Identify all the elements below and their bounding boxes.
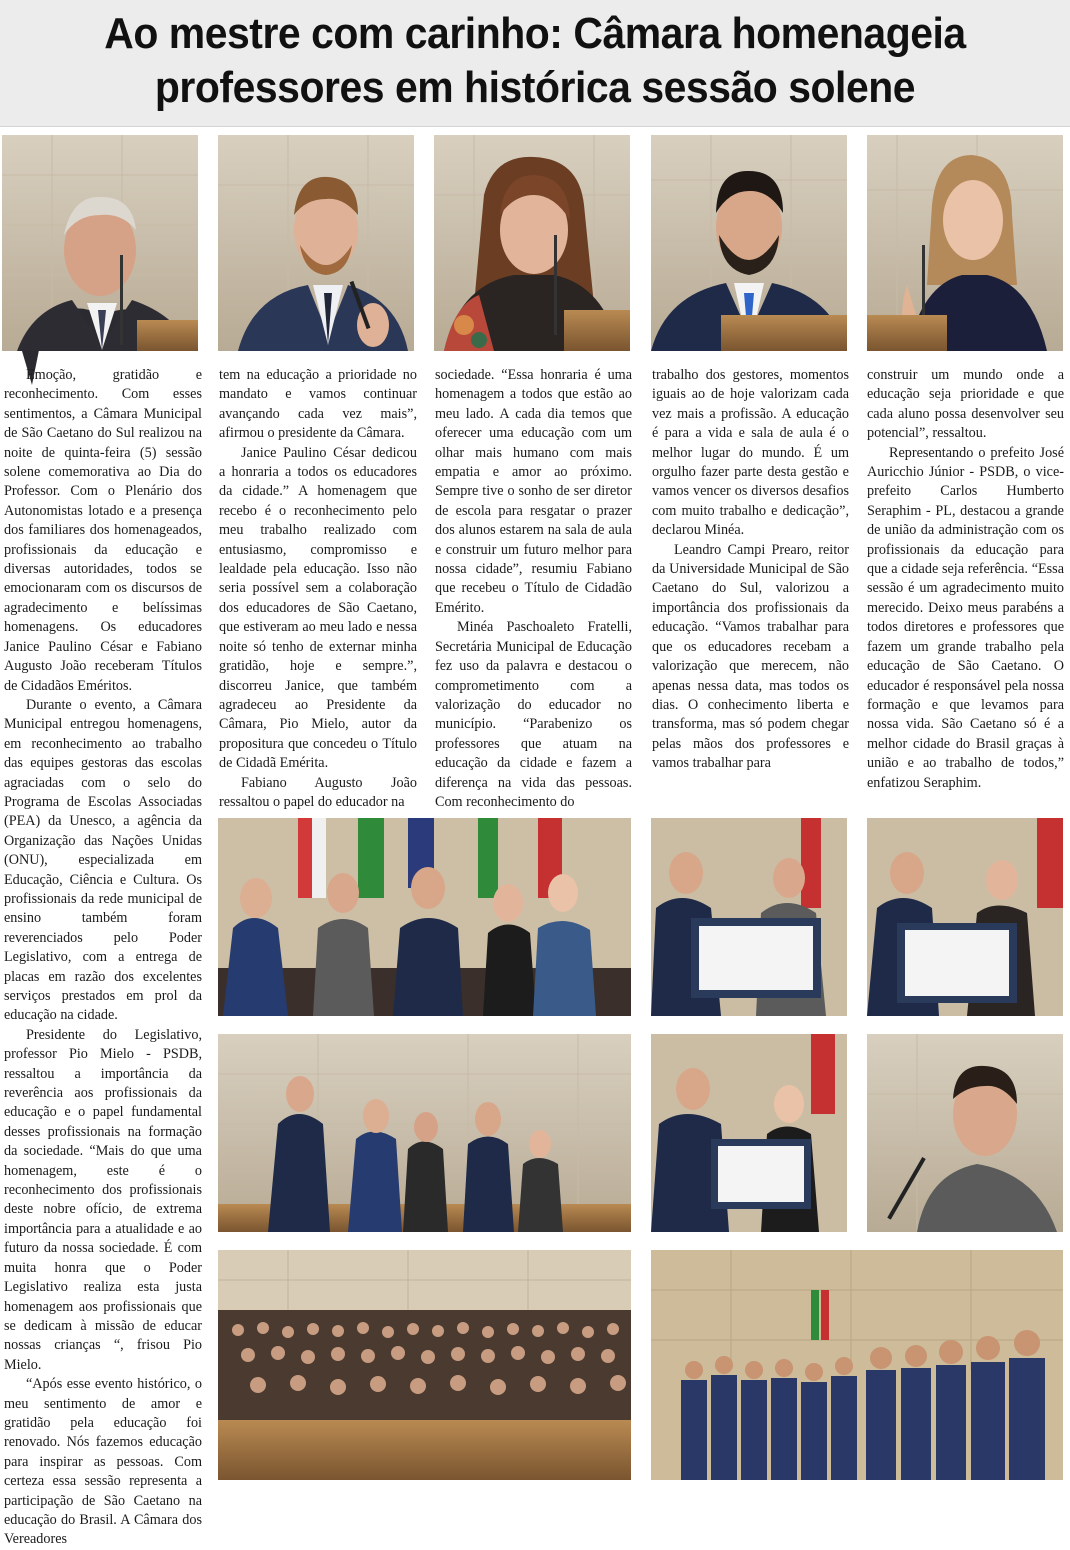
paragraph: Presidente do Legislativo, professor Pio Mielo - PSDB, ressaltou a importância da reverência aos profissionais da educação e o papel fundamental desses profissionais na formação da sociedade. “Mais do que uma homenagem, este é o reconhecimento dos profissionais deste nobre ofício, de extrema importância para a atualidade e ao futuro da nossa sociedade. É com muita honra que o Poder Legislativo realiza esta justa homenagem aos profissionais que se dedicam à missão de educar nossas crianças “, frisou Pio Mielo. <box>4 1026 202 1373</box>
photo-group-honorees <box>218 818 631 1016</box>
paragraph: Emoção, gratidão e reconhecimento. Com esses sentimentos, a Câmara Municipal de São Caetano do Sul realizou na noite de quinta-feira (5) sessão solene comemorativa ao Dia do Professor. Com o Plenário dos Autonomistas lotado e a presença dos familiares dos homenageados, profissionais da educação e diversas autoridades, todos se emocionaram com os discursos de agradecimento e belíssimas homenagens. Os educadores Janice Paulino César e Fabiano Augusto João receberam Títulos de Cidadãos Eméritos. <box>4 367 202 694</box>
headline-line-1: Ao mestre com carinho: Câmara homenageia <box>104 9 966 58</box>
paragraph: Durante o evento, a Câmara Municipal entregou homenagens, em reconhecimento ao trabalho das equipes gestoras das escolas agraciadas com o selo do Programa de Escolas Associadas (PEA) da Unesco, a agência da Organização das Nações Unidas (ONU), especializada em Educação, Ciência e Cultura. Os profissionais da rede municipal de ensino também foram reverenciados pelo Poder Legislativo, com a entrega de placas em razão dos excelentes serviços prestados em prol da educação na cidade. <box>4 696 202 1024</box>
headline <box>0 0 1070 127</box>
text-column-2 <box>219 366 417 810</box>
photo-students-band <box>651 1250 1063 1480</box>
paragraph: Leandro Campi Prearo, reitor da Universidade Municipal de São Caetano do Sul, valorizou a importância dos profissionais da educação. “Vamos trabalhar para que os educadores recebam a valorização que merecem, não apenas nessa data, mas todos os dias. O conhecimento liberta e transforma, mas só podem chegar pelas mãos dos professores e vamos trabalhar para <box>652 541 849 772</box>
text-column-3 <box>435 366 632 810</box>
paragraph: Minéa Paschoaleto Fratelli, Secretária Municipal de Educação fez uso da palavra e destacou o comprometimento com a valorização do educador no município. “Parabenizo os professores que atuam na educação da cidade e fazem a diferença na vida das pessoas. Com reconhecimento do <box>435 619 632 810</box>
text-column-4 <box>652 366 849 796</box>
paragraph: Janice Paulino César dedicou a honraria a todos os educadores da cidade.” A homenagem que recebo é o reconhecimento pelo meu trabalho realizado com entusiasmo, compromisso e lealdade pela educação. Isso não seria possível sem a colaboração dos educadores de São Caetano, que estiveram ao meu lado e nessa noite só tenho de externar minha gratidão, hoje e sempre.”, discorreu Janice, que também agradeceu ao Presidente da Câmara, Pio Mielo, autor da propositura que concedeu o Título de Cidadã Emérita. <box>219 444 417 772</box>
photo-speaker-2 <box>218 135 414 351</box>
photo-audience <box>218 1250 631 1480</box>
text-column-1 <box>4 366 202 1548</box>
photo-plaque-2 <box>867 818 1063 1016</box>
paragraph: Representando o prefeito José Auricchio Júnior - PSDB, o vice-prefeito Carlos Humberto Seraphim - PL, destacou a grande de união da administração com os profissionais da educação para que a cidade seja referência. “Essa sessão é um agradecimento muito merecido. Deixo meus parabéns a todos diretores e professores que fazem um grande trabalho pela educação de São Caetano. O educador é responsável pela nossa formação e que levamos para nossa vida. São Caetano só é a melhor cidade do Brasil graças à união e ao trabalho de todos,” enfatizou Seraphim. <box>867 444 1064 791</box>
paragraph: “Após esse evento histórico, o meu sentimento de amor e gratidão pela educação foi renovado. Nós fazemos educação para inspirar as pessoas. Com certeza essa sessão representa a participação de São Caetano na educação do Brasil. A Câmara dos Vereadores <box>4 1376 202 1548</box>
photo-plaque-3 <box>651 1034 847 1232</box>
paragraph: sociedade. “Essa honraria é uma homenagem a todos que estão ao meu lado. A cada dia temos que oferecer uma educação com um olhar mais humano com mais empatia e amor ao próximo. Sempre tive o sonho de ser diretor de escola para resgatar o prazer dos alunos estarem na sala de aula e construir um futuro melhor para nossa cidade”, resumiu Fabiano que recebeu o Título de Cidadão Emérito. <box>435 367 632 616</box>
headline-line-2: professores em histórica sessão solene <box>154 63 916 112</box>
photo-tribune <box>218 1034 631 1232</box>
paragraph: tem na educação a prioridade no mandato e vamos continuar avançando cada vez mais”, afirmou o presidente da Câmara. <box>219 367 417 442</box>
photo-plaque-1 <box>651 818 847 1016</box>
text-column-5 <box>867 366 1064 796</box>
photo-speaker-4 <box>651 135 847 351</box>
photo-speaker-6 <box>867 1034 1063 1232</box>
photo-speaker-1 <box>2 135 198 351</box>
photo-speaker-5 <box>867 135 1063 351</box>
photo-speaker-3 <box>434 135 630 351</box>
paragraph: construir um mundo onde a educação seja prioridade e que cada aluno possa desenvolver seu potencial”, ressaltou. <box>867 367 1064 442</box>
paragraph: trabalho dos gestores, momentos iguais ao de hoje valorizam cada vez mais a profissão. A educação é para a vida e sala de aula é o melhor lugar do mundo. É um orgulho fazer parte desta gestão e vamos vencer os diversos desafios com muito trabalho e dedicação”, declarou Minéa. <box>652 367 849 539</box>
paragraph: Fabiano Augusto João ressaltou o papel do educador na <box>219 774 417 810</box>
